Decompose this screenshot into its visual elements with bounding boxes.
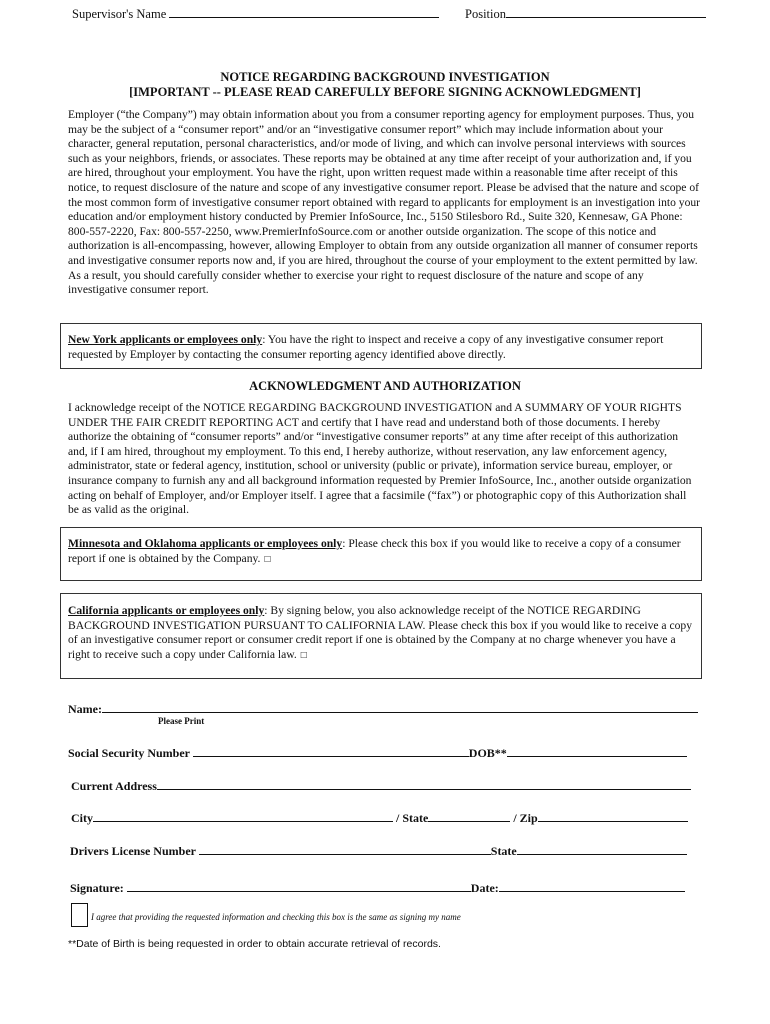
zip-input-line[interactable] [538,820,688,822]
new-york-heading: New York applicants or employees only [68,333,263,346]
signature-input-line[interactable] [127,890,471,892]
minnesota-box [60,527,702,581]
agree-text: I agree that providing the requested information and checking this box is the same as signing my name [91,912,461,922]
notice-title: NOTICE REGARDING BACKGROUND INVESTIGATION [220,70,550,84]
new-york-paragraph [68,333,696,362]
license-field [70,844,687,859]
new-york-box [60,323,702,369]
minnesota-text: : Please check this box if you would like to receive a copy of a consumer report if one is obtained by the Company. [68,537,681,565]
state-label: / State [396,811,429,825]
position-field[interactable] [465,7,706,22]
ssn-input-line[interactable] [193,755,469,757]
supervisor-name-line[interactable] [169,17,439,18]
dob-label: DOB** [468,746,507,760]
license-label: Drivers License Number [70,844,196,858]
minnesota-heading: Minnesota and Oklahoma applicants or employees only [68,537,343,550]
minnesota-paragraph [68,537,696,567]
new-york-text: : You have the right to inspect and receive a copy of any investigative consumer report requested by Employer by contacting the consumer reporting agency identified above directly. [68,333,664,361]
notice-body: Employer (“the Company”) may obtain information about you from a consumer reporting agency for employment purposes. Thus, you may be the subject of a “consumer report” and/or an “investigative consumer report” which may include information about your character, general reputation, personal characteristics, and/or mode of living, and which can involve personal interviews with sources such as your neighbors, friends, or associates. These reports may be obtained at any time after receipt of your authorization and, if you are hired, throughout your employment. You have the right, upon written request made within a reasonable time after receipt of this notice, to request disclosure of the nature and scope of any investigative consumer report. Please be advised that the nature and scope of the most common form of investigative consumer report obtained with regard to applicants for employment is an investigation into your education and/or employment history conducted by Premier InfoSource, Inc., 5150 Stilesboro Rd., Suite 320, Kennesaw, GA Phone: 800-557-2220, Fax: 800-557-2250, www.PremierInfoSource.com or another outside organization. The scope of this notice and authorization is all-encompassing, however, allowing Employer to obtain from any outside organization all manner of consumer reports and investigative consumer reports now and, if you are hired, throughout the course of your employment to the extent permitted by law. As a result, you should carefully consider whether to exercise your right to request disclosure of the nature and scope of any investigative consumer report. [68,108,701,297]
agree-checkbox[interactable] [71,903,88,927]
name-label: Name: [68,702,102,716]
zip-label: / Zip [513,811,538,825]
city-state-zip-field [71,811,688,826]
address-label: Current Address [71,779,157,793]
california-checkbox[interactable]: □ [300,649,307,661]
address-input-line[interactable] [157,788,691,790]
dob-input-line[interactable] [507,755,687,757]
please-print-note: Please Print [158,716,205,726]
ack-body: I acknowledge receipt of the NOTICE REGARDING BACKGROUND INVESTIGATION and A SUMMARY OF YOUR RIGHTS UNDER THE FAIR CREDIT REPORTING ACT and certify that I have read and understand both of those documents. I hereby authorize the obtaining of “consumer reports” and/or “investigative consumer reports” at any time after receipt of this authorization and, if I am hired, throughout my employment. To this end, I hereby authorize, without reservation, any law enforcement agency, administrator, state or federal agency, institution, school or university (public or private), information service bureau, employer, or insurance company to furnish any and all background information requested by Premier InfoSource, Inc., another outside organization acting on behalf of Employer, and/or Employer itself. I agree that a facsimile (“fax”) or photographic copy of this Authorization shall be as valid as the original. [68,401,692,517]
california-paragraph [68,604,696,663]
california-box [60,593,702,679]
city-input-line[interactable] [93,820,393,822]
license-input-line[interactable] [199,853,491,855]
position-line[interactable] [506,17,706,18]
address-field [71,779,691,794]
license-state-label: State [490,844,517,858]
name-input-line[interactable] [102,711,698,713]
state-input-line[interactable] [428,820,510,822]
california-heading: California applicants or employees only [68,604,265,617]
city-label: City [71,811,93,825]
ssn-field [68,746,687,761]
date-label: Date: [470,881,499,895]
license-state-input-line[interactable] [517,853,687,855]
ack-title: ACKNOWLEDGMENT AND AUTHORIZATION [249,379,521,393]
position-label: Position [465,7,506,21]
notice-subtitle: [IMPORTANT -- PLEASE READ CAREFULLY BEFORE SIGNING ACKNOWLEDGMENT] [129,85,641,99]
signature-field [70,881,685,896]
california-text: : By signing below, you also acknowledge receipt of the NOTICE REGARDING BACKGROUND INVESTIGATION PURSUANT TO CALIFORNIA LAW. Please check this box if you would like to receive a copy of an investigative consumer report or consumer credit report if one is obtained by the Company at no charge whenever you have a right to receive such a copy under California law. [68,604,692,661]
signature-label: Signature: [70,881,124,895]
date-input-line[interactable] [499,890,685,892]
supervisor-name-field[interactable] [72,7,439,22]
supervisor-name-label: Supervisor's Name [72,7,167,21]
dob-note: **Date of Birth is being requested in order to obtain accurate retrieval of records. [68,938,441,950]
minnesota-checkbox[interactable]: □ [264,553,271,565]
ssn-label: Social Security Number [68,746,190,760]
name-field [68,702,698,717]
